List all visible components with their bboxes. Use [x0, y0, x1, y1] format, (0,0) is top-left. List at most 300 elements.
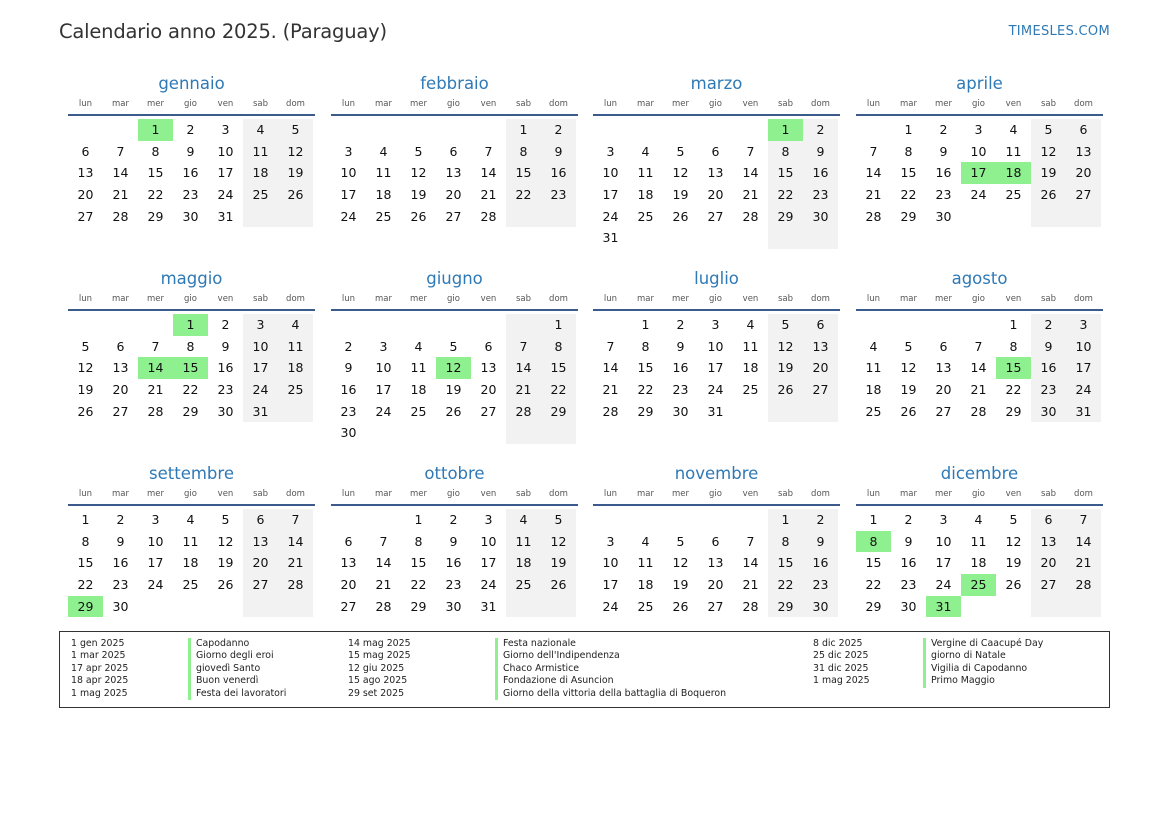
weekday-label: dom: [1074, 99, 1093, 109]
empty-cell: [1066, 596, 1101, 618]
day-cell: 26: [1005, 577, 1022, 593]
holiday-list: [59, 631, 1110, 708]
day-cell: 25: [375, 208, 392, 224]
day-cell: 23: [445, 577, 462, 593]
day-cell: 26: [672, 598, 689, 614]
day-cell: 10: [970, 143, 987, 159]
day-cell: 3: [711, 317, 720, 332]
day-cell: 30: [935, 208, 952, 224]
day-cell: 15: [410, 555, 427, 571]
weekday-label: dom: [1074, 294, 1093, 304]
empty-cell: [541, 206, 576, 228]
day-cell: 8: [414, 533, 423, 549]
day-cell: 18: [742, 360, 759, 376]
day-cell: 20: [1031, 552, 1066, 574]
holiday-name: Fondazione di Asuncion: [495, 675, 726, 687]
empty-cell: [803, 401, 838, 423]
weekday-label: gio: [447, 489, 460, 499]
day-cell: 27: [243, 574, 278, 596]
day-cell: 21: [480, 187, 497, 203]
day-cell: 28: [742, 598, 759, 614]
day-cell: 3: [221, 122, 230, 137]
day-grid: [593, 314, 840, 422]
empty-cell: [243, 596, 278, 618]
day-cell: 15: [768, 162, 803, 184]
day-cell: 8: [1009, 338, 1018, 354]
day-cell: 11: [637, 165, 654, 181]
empty-cell: [103, 314, 138, 336]
day-cell: 30: [803, 206, 838, 228]
day-cell: 9: [221, 338, 230, 354]
month-name: febbraio: [420, 74, 489, 93]
empty-cell: [1066, 206, 1101, 228]
day-cell: 19: [278, 162, 313, 184]
day-cell: 12: [768, 336, 803, 358]
day-cell: 16: [340, 382, 357, 398]
day-cell: 7: [379, 533, 388, 549]
day-cell: 16: [672, 360, 689, 376]
day-cell: 10: [217, 143, 234, 159]
day-cell: 26: [541, 574, 576, 596]
empty-cell: [436, 314, 471, 336]
day-cell: 25: [182, 577, 199, 593]
day-cell: 2: [344, 338, 353, 354]
day-cell: 28: [278, 574, 313, 596]
day-cell: 12: [410, 165, 427, 181]
day-grid: [331, 314, 578, 444]
day-cell: 21: [865, 187, 882, 203]
day-cell: 10: [707, 338, 724, 354]
holiday-date: 1 mag 2025: [71, 687, 128, 699]
empty-cell: [68, 119, 103, 141]
weekday-label: gio: [184, 489, 197, 499]
weekday-label: gio: [709, 489, 722, 499]
day-cell: 18: [637, 187, 654, 203]
month-name: ottobre: [424, 464, 485, 483]
empty-cell: [768, 227, 803, 249]
empty-cell: [506, 422, 541, 444]
day-cell: 20: [77, 187, 94, 203]
weekday-header: [331, 488, 578, 506]
day-cell: 19: [217, 555, 234, 571]
weekday-label: dom: [286, 99, 305, 109]
empty-cell: [278, 206, 313, 228]
day-cell: 28: [602, 403, 619, 419]
weekday-label: ven: [1005, 489, 1022, 499]
weekday-label: ven: [217, 294, 234, 304]
month-name: luglio: [694, 269, 739, 288]
day-cell: 5: [541, 509, 576, 531]
weekday-label: ven: [742, 99, 759, 109]
holiday-name: Festa dei lavoratori: [188, 688, 286, 700]
day-cell: 9: [939, 143, 948, 159]
day-cell: 7: [151, 338, 160, 354]
empty-cell: [401, 422, 436, 444]
day-cell: 25: [243, 184, 278, 206]
day-cell: 18: [970, 555, 987, 571]
day-cell: 20: [707, 187, 724, 203]
day-cell: 28: [375, 598, 392, 614]
weekday-label: ven: [742, 294, 759, 304]
day-cell: 4: [506, 509, 541, 531]
day-cell: 6: [484, 338, 493, 354]
day-cell: 3: [606, 143, 615, 159]
month-novembre: [593, 463, 840, 617]
empty-cell: [68, 314, 103, 336]
day-cell: 25: [742, 382, 759, 398]
day-cell: 4: [746, 317, 755, 332]
day-cell: 24: [217, 187, 234, 203]
weekday-label: mer: [409, 99, 427, 109]
day-cell: 13: [707, 165, 724, 181]
day-grid: [331, 509, 578, 617]
day-cell: 2: [904, 512, 913, 527]
day-cell: 21: [147, 382, 164, 398]
day-cell: 13: [1066, 141, 1101, 163]
day-grid: [331, 119, 578, 227]
day-cell: 16: [541, 162, 576, 184]
weekday-label: lun: [866, 99, 881, 109]
day-cell: 15: [506, 162, 541, 184]
day-cell: 17: [1066, 357, 1101, 379]
day-cell: 6: [449, 143, 458, 159]
day-cell: 5: [278, 119, 313, 141]
weekday-label: mer: [409, 294, 427, 304]
day-cell: 28: [112, 208, 129, 224]
weekday-label: ven: [1005, 294, 1022, 304]
weekday-label: lun: [78, 99, 93, 109]
weekday-label: mar: [900, 489, 917, 499]
holiday-name: Giorno dell'Indipendenza: [495, 650, 726, 662]
day-cell: 6: [711, 533, 720, 549]
day-grid: [68, 314, 315, 422]
month-dicembre: [856, 463, 1103, 617]
holiday-date: 12 giu 2025: [348, 662, 405, 674]
brand-link[interactable]: TIMESLES.COM: [1008, 24, 1110, 39]
day-cell: 5: [221, 512, 230, 527]
day-cell: 3: [344, 143, 353, 159]
weekday-label: ven: [480, 489, 497, 499]
weekday-label: lun: [341, 99, 356, 109]
holiday-dates-col3: [813, 638, 870, 688]
day-cell: 12: [278, 141, 313, 163]
day-cell: 22: [1005, 382, 1022, 398]
day-cell: 6: [116, 338, 125, 354]
day-cell: 2: [1031, 314, 1066, 336]
day-cell: 1: [541, 314, 576, 336]
day-cell: 26: [278, 184, 313, 206]
day-cell: 17: [217, 165, 234, 181]
day-cell: 24: [970, 187, 987, 203]
day-cell: 7: [506, 336, 541, 358]
day-cell: 24: [375, 403, 392, 419]
day-cell: 4: [641, 143, 650, 159]
day-cell: 7: [974, 338, 983, 354]
empty-cell: [856, 314, 891, 336]
empty-cell: [471, 119, 506, 141]
day-cell: 7: [746, 533, 755, 549]
day-cell: 20: [707, 577, 724, 593]
weekday-label: ven: [742, 489, 759, 499]
holiday-date: 8 dic 2025: [813, 638, 863, 649]
day-cell: 31: [480, 598, 497, 614]
day-cell: 11: [742, 338, 759, 354]
day-cell: 18: [637, 577, 654, 593]
empty-cell: [663, 227, 698, 249]
holiday-name: giovedì Santo: [188, 663, 286, 675]
holiday-day: 17: [961, 162, 996, 184]
holiday-names-col1: [188, 638, 286, 700]
empty-cell: [436, 422, 471, 444]
weekday-label: dom: [286, 489, 305, 499]
day-cell: 13: [243, 531, 278, 553]
holiday-date: 31 dic 2025: [813, 662, 869, 674]
month-settembre: [68, 463, 315, 617]
empty-cell: [628, 509, 663, 531]
day-cell: 4: [379, 143, 388, 159]
day-cell: 2: [221, 317, 230, 332]
day-cell: 14: [375, 555, 392, 571]
day-cell: 20: [243, 552, 278, 574]
holiday-name: Vigilia di Capodanno: [923, 663, 1043, 675]
empty-cell: [541, 422, 576, 444]
month-name: agosto: [951, 269, 1008, 288]
day-cell: 30: [217, 403, 234, 419]
empty-cell: [278, 596, 313, 618]
day-cell: 25: [637, 598, 654, 614]
holiday-date: 18 apr 2025: [71, 675, 129, 687]
day-cell: 5: [1009, 512, 1018, 527]
day-cell: 27: [707, 208, 724, 224]
day-cell: 15: [900, 165, 917, 181]
day-cell: 27: [707, 598, 724, 614]
day-cell: 26: [77, 403, 94, 419]
day-cell: 16: [803, 552, 838, 574]
weekday-label: mar: [637, 99, 654, 109]
day-cell: 30: [672, 403, 689, 419]
holiday-date: 15 ago 2025: [348, 675, 408, 687]
holiday-date: 1 gen 2025: [71, 638, 125, 649]
day-cell: 15: [865, 555, 882, 571]
day-grid: [68, 119, 315, 227]
day-cell: 28: [1066, 574, 1101, 596]
day-cell: 19: [672, 577, 689, 593]
day-cell: 13: [803, 336, 838, 358]
holiday-day: 31: [926, 596, 961, 618]
day-cell: 13: [1031, 531, 1066, 553]
empty-cell: [366, 119, 401, 141]
day-cell: 23: [541, 184, 576, 206]
weekday-label: mer: [934, 294, 952, 304]
holiday-day: 29: [68, 596, 103, 618]
month-name: aprile: [956, 74, 1003, 93]
day-cell: 22: [506, 184, 541, 206]
weekday-label: dom: [811, 489, 830, 499]
day-cell: 23: [935, 187, 952, 203]
day-cell: 22: [541, 379, 576, 401]
day-cell: 26: [217, 577, 234, 593]
empty-cell: [366, 422, 401, 444]
empty-cell: [733, 401, 768, 423]
day-cell: 12: [77, 360, 94, 376]
weekday-label: mer: [146, 99, 164, 109]
day-cell: 24: [602, 598, 619, 614]
empty-cell: [103, 119, 138, 141]
day-cell: 14: [112, 165, 129, 181]
holiday-name: Vergine di Caacupé Day: [923, 638, 1043, 650]
day-cell: 7: [1066, 509, 1101, 531]
weekday-label: lun: [603, 99, 618, 109]
day-cell: 2: [676, 317, 685, 332]
day-cell: 28: [480, 208, 497, 224]
day-cell: 14: [970, 360, 987, 376]
day-cell: 29: [410, 598, 427, 614]
day-cell: 22: [900, 187, 917, 203]
day-cell: 24: [147, 577, 164, 593]
weekday-label: sab: [777, 489, 794, 499]
day-grid: [593, 119, 840, 249]
day-cell: 11: [1005, 143, 1022, 159]
day-cell: 24: [602, 208, 619, 224]
day-cell: 10: [935, 533, 952, 549]
day-cell: 18: [865, 382, 882, 398]
empty-cell: [961, 314, 996, 336]
day-cell: 17: [375, 382, 392, 398]
day-cell: 18: [182, 555, 199, 571]
day-cell: 2: [803, 119, 838, 141]
day-cell: 15: [541, 357, 576, 379]
month-luglio: [593, 268, 840, 422]
weekday-label: sab: [252, 294, 269, 304]
weekday-label: dom: [811, 99, 830, 109]
empty-cell: [471, 314, 506, 336]
day-cell: 19: [445, 382, 462, 398]
weekday-label: lun: [866, 489, 881, 499]
day-cell: 27: [935, 403, 952, 419]
day-cell: 10: [1066, 336, 1101, 358]
weekday-label: ven: [480, 294, 497, 304]
day-cell: 29: [637, 403, 654, 419]
day-cell: 11: [970, 533, 987, 549]
weekday-label: gio: [447, 294, 460, 304]
day-cell: 30: [1031, 401, 1066, 423]
weekday-label: sab: [252, 99, 269, 109]
day-cell: 30: [182, 208, 199, 224]
holiday-name: Capodanno: [188, 638, 286, 650]
weekday-label: gio: [447, 99, 460, 109]
day-cell: 10: [147, 533, 164, 549]
weekday-label: sab: [515, 99, 532, 109]
day-cell: 19: [768, 357, 803, 379]
day-cell: 28: [506, 401, 541, 423]
weekday-label: dom: [549, 99, 568, 109]
month-ottobre: [331, 463, 578, 617]
day-cell: 27: [445, 208, 462, 224]
empty-cell: [926, 314, 961, 336]
weekday-label: mar: [900, 294, 917, 304]
day-cell: 19: [410, 187, 427, 203]
day-cell: 13: [935, 360, 952, 376]
day-cell: 21: [1066, 552, 1101, 574]
day-cell: 2: [803, 509, 838, 531]
day-cell: 25: [865, 403, 882, 419]
day-cell: 7: [484, 143, 493, 159]
empty-cell: [331, 509, 366, 531]
empty-cell: [243, 206, 278, 228]
month-aprile: [856, 73, 1103, 227]
day-cell: 16: [1031, 357, 1066, 379]
weekday-label: sab: [1040, 489, 1057, 499]
day-cell: 25: [410, 403, 427, 419]
day-cell: 17: [602, 577, 619, 593]
day-cell: 19: [900, 382, 917, 398]
empty-cell: [593, 314, 628, 336]
weekday-label: sab: [1040, 99, 1057, 109]
day-cell: 29: [768, 206, 803, 228]
weekday-header: [856, 293, 1103, 311]
day-cell: 2: [541, 119, 576, 141]
day-cell: 28: [147, 403, 164, 419]
weekday-header: [68, 488, 315, 506]
day-cell: 5: [768, 314, 803, 336]
day-cell: 23: [1031, 379, 1066, 401]
day-cell: 31: [243, 401, 278, 423]
day-cell: 23: [112, 577, 129, 593]
day-cell: 5: [904, 338, 913, 354]
day-cell: 24: [340, 208, 357, 224]
weekday-label: ven: [217, 489, 234, 499]
weekday-header: [856, 488, 1103, 506]
empty-cell: [593, 509, 628, 531]
weekday-label: gio: [709, 99, 722, 109]
day-cell: 6: [243, 509, 278, 531]
day-cell: 12: [672, 555, 689, 571]
day-cell: 26: [900, 403, 917, 419]
weekday-label: lun: [341, 489, 356, 499]
day-cell: 9: [1031, 336, 1066, 358]
weekday-label: ven: [480, 99, 497, 109]
day-cell: 4: [186, 512, 195, 527]
day-cell: 5: [676, 533, 685, 549]
day-cell: 1: [768, 509, 803, 531]
holiday-day: 15: [996, 357, 1031, 379]
day-cell: 22: [865, 577, 882, 593]
weekday-label: sab: [515, 489, 532, 499]
day-cell: 29: [865, 598, 882, 614]
month-name: gennaio: [158, 74, 225, 93]
day-cell: 24: [707, 382, 724, 398]
day-cell: 6: [1031, 509, 1066, 531]
weekday-header: [331, 98, 578, 116]
month-name: dicembre: [940, 464, 1019, 483]
day-cell: 10: [375, 360, 392, 376]
day-cell: 16: [445, 555, 462, 571]
weekday-label: mar: [375, 294, 392, 304]
day-cell: 14: [602, 360, 619, 376]
empty-cell: [628, 227, 663, 249]
day-cell: 14: [506, 357, 541, 379]
day-cell: 4: [974, 512, 983, 527]
day-cell: 1: [81, 512, 90, 527]
day-cell: 31: [217, 208, 234, 224]
empty-cell: [506, 596, 541, 618]
day-cell: 4: [243, 119, 278, 141]
day-cell: 26: [1031, 184, 1066, 206]
day-cell: 6: [939, 338, 948, 354]
day-cell: 3: [974, 122, 983, 137]
day-cell: 3: [1066, 314, 1101, 336]
weekday-label: mar: [112, 294, 129, 304]
